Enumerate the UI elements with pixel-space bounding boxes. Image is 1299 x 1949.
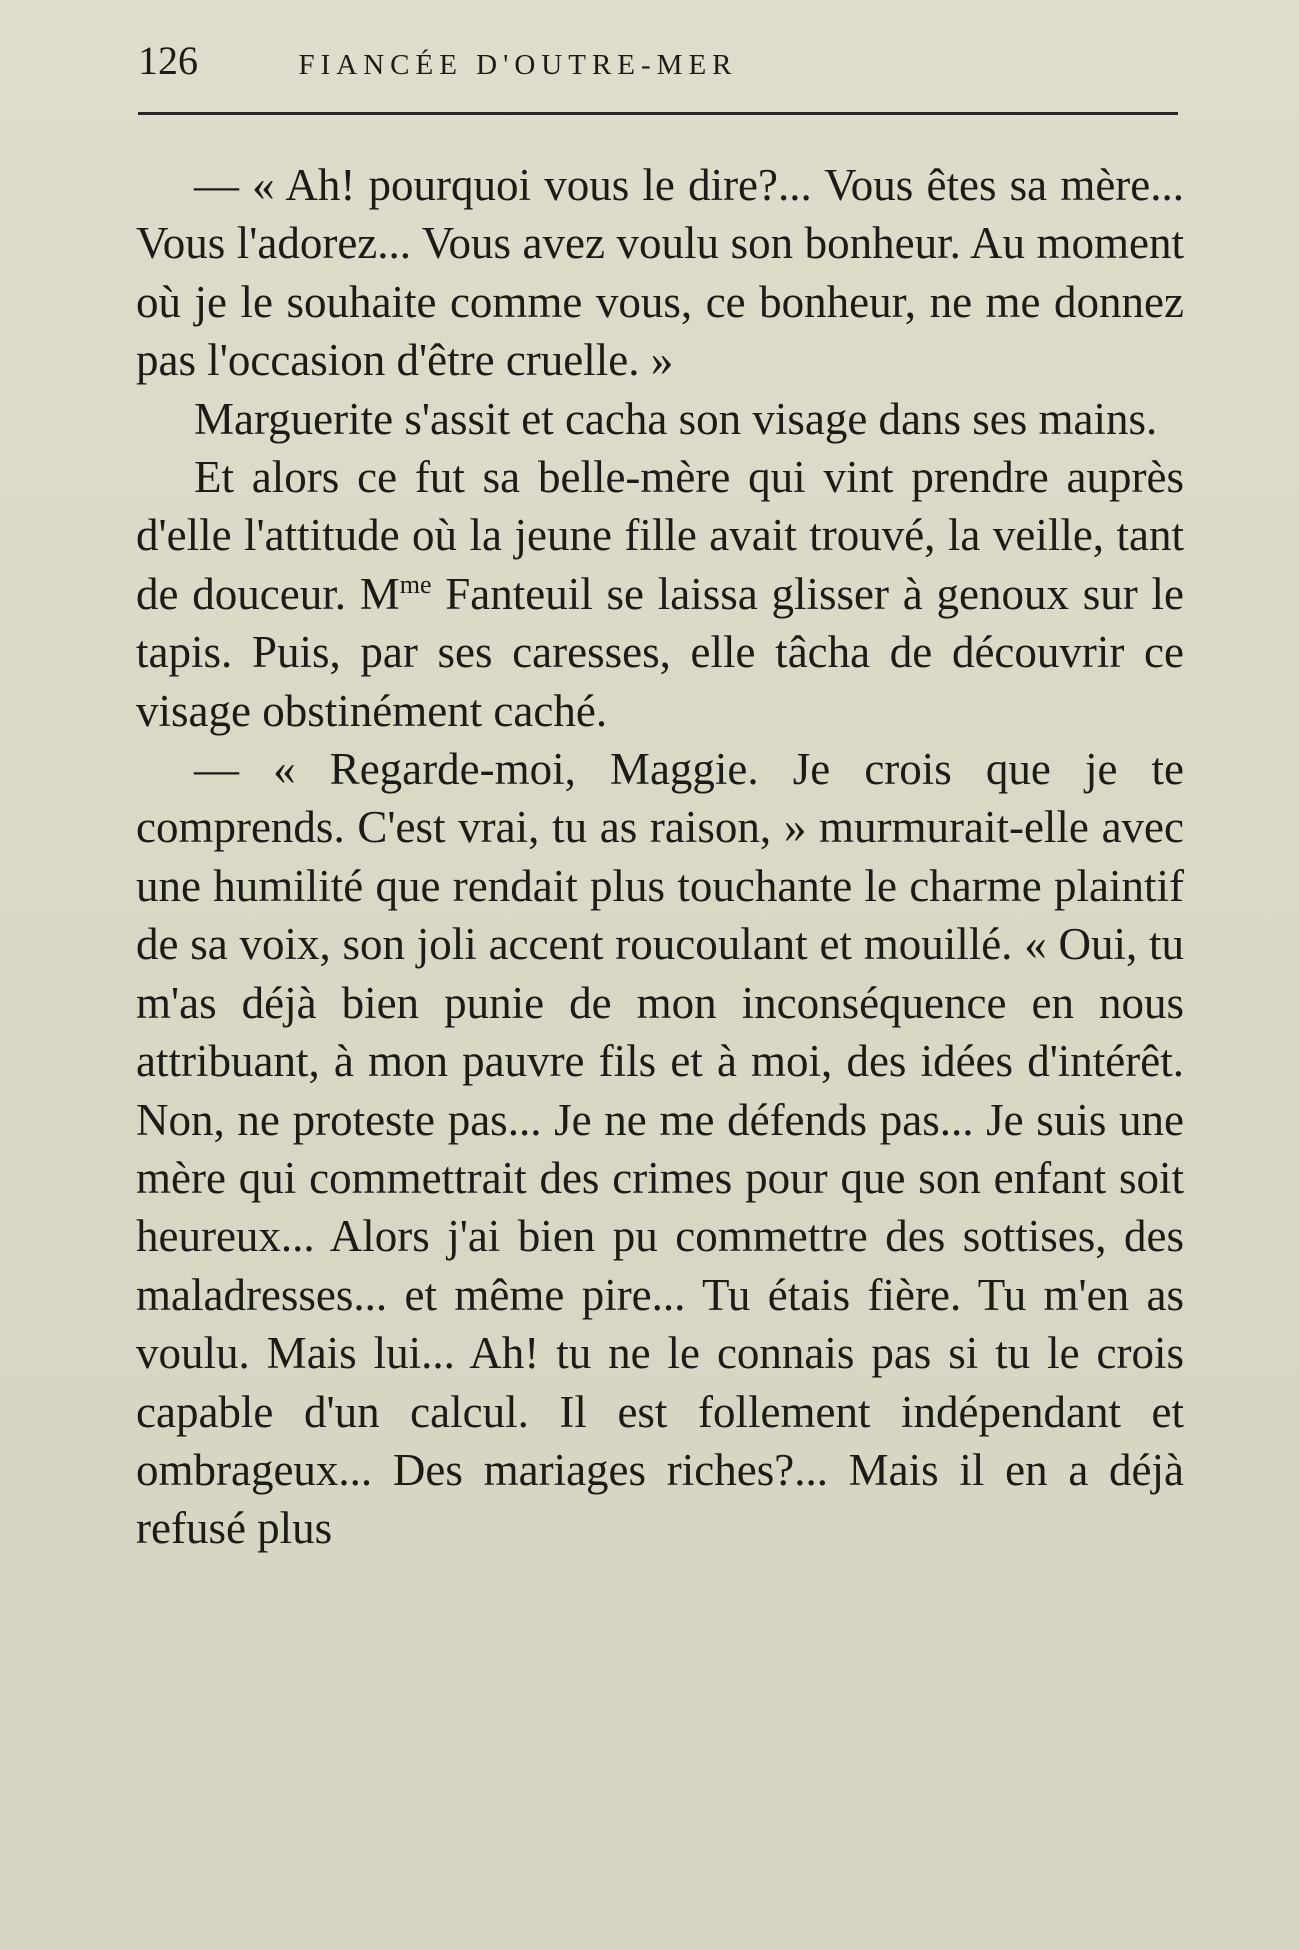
body-text xyxy=(136,156,1184,1558)
page-number: 126 xyxy=(138,38,198,83)
page-header xyxy=(138,36,1178,86)
abbrev-prefix: M xyxy=(359,568,400,619)
running-title: FIANCÉE D'OUTRE-MER xyxy=(298,49,738,81)
paragraph: — « Ah! pourquoi vous le dire?... Vous êtes sa mère... Vous l'adorez... Vous avez voulu son bonheur. Au moment où je le souhaite comme vous, ce bonheur, ne me donnez pas l'occasion d'être cruelle. » xyxy=(136,160,1184,386)
paragraph: — « Regarde-moi, Maggie. Je crois que je te comprends. C'est vrai, tu as raison, » murmurait-elle avec une humilité que rendait plus touchante le charme plaintif de sa voix, son joli accent roucoulant et mouillé. « Oui, tu m'as déjà bien punie de mon inconséquence en nous attribuant, à mon pauvre fils et à moi, des idées d'intérêt. Non, ne proteste pas... Je ne me défends pas... Je suis une mère qui commettrait des crimes pour que son enfant soit heureux... Alors j'ai bien pu commettre des sottises, des maladresses... et même pire... Tu étais fière. Tu m'en as voulu. Mais lui... Ah! tu ne le connais pas si tu le crois capable d'un calcul. Il est follement indépendant et ombrageux... Des mariages riches?... Mais il en a déjà refusé plus xyxy=(136,744,1184,1554)
paragraph xyxy=(136,448,1184,740)
paragraph-text: Et alors ce fut sa belle-mère qui vint prendre auprès d'elle l'attitude où la jeune fille avait trouvé, la veille, tant de douceur. xyxy=(136,452,1184,619)
paragraph-continuation: Fanteuil se laissa glisser à genoux sur le tapis. Puis, par ses caresses, elle tâcha de découvrir ce visage obstinément caché. xyxy=(136,568,1185,736)
abbrev-superscript: me xyxy=(399,569,432,599)
header-rule xyxy=(138,112,1178,115)
paragraph: Marguerite s'assit et cacha son visage dans ses mains. xyxy=(194,393,1158,444)
